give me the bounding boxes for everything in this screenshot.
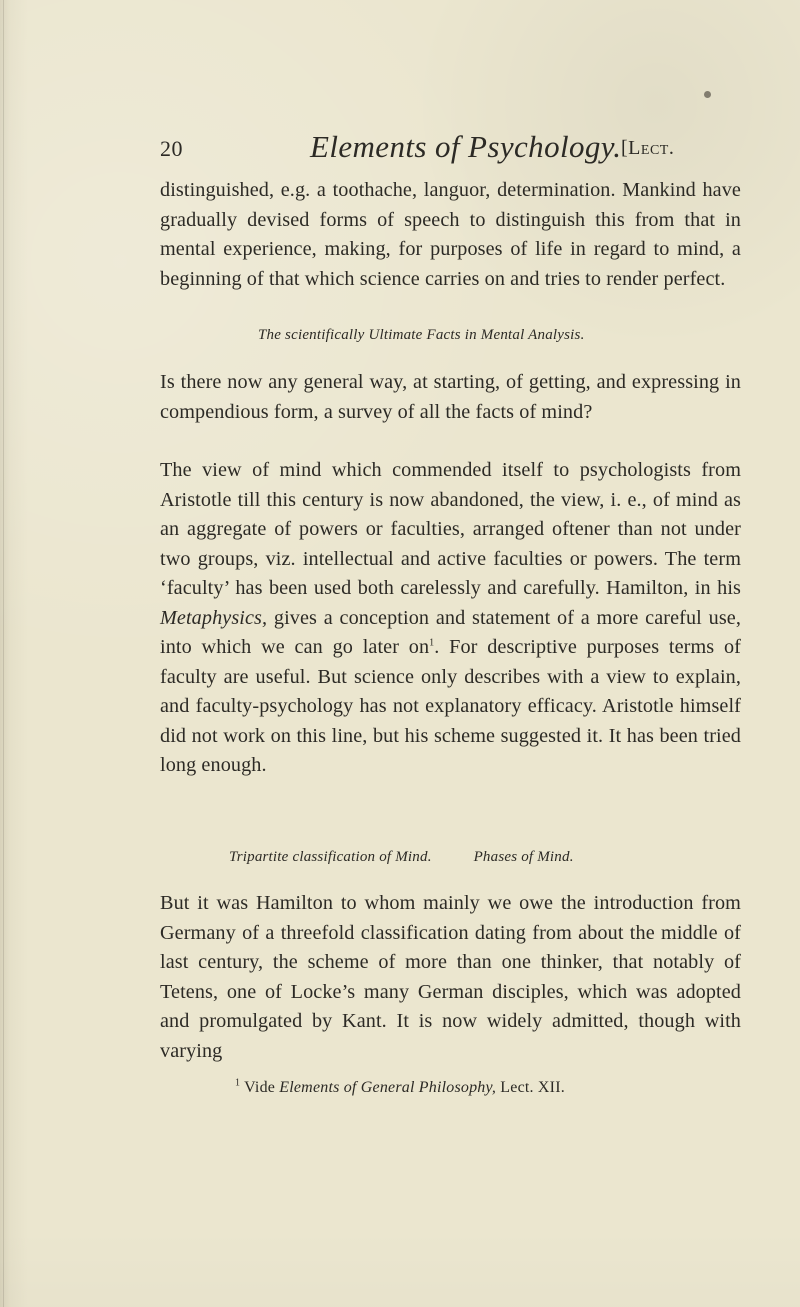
footnote-number: 1 [235, 1077, 241, 1089]
paragraph-1: distinguished, e.g. a toothache, languor, determination. Mankind have gradually devised forms of speech to distinguish this from that in mental experience, making, for purposes of life in regard to mind, a beginning of that which science carries on and tries to render perfect. [160, 179, 741, 290]
section-heading-1: The scientifically Ultimate Facts in Mental Analysis. [258, 327, 585, 343]
ink-mark [704, 91, 711, 98]
footnote-suffix: Lect. XII. [496, 1079, 565, 1096]
footnote-title: Elements of General Philosophy, [279, 1079, 497, 1096]
paragraph-3-italic-title: Metaphysics, [160, 606, 268, 629]
paragraph-3-text-c: . For descriptive purposes terms of faculty are useful. But science only describes with a view to explain, and faculty-psychology has not explanatory efficacy. Aristotle himself did not work on this line, but his scheme suggested it. It has been tried long enough. [160, 636, 741, 776]
running-title: Elements of Psychology. [310, 129, 622, 164]
page-number: 20 [160, 136, 183, 161]
paragraph-3 [160, 456, 741, 781]
section-heading-2 [229, 849, 574, 866]
page-bottom-shadow [0, 1227, 800, 1307]
footnote-prefix: Vide [244, 1079, 280, 1096]
footnote [235, 1079, 565, 1097]
paragraph-3-text-b: gives a conception and statement of a more careful use, into which we can go later on [160, 606, 741, 658]
section-mark-text: Lect. [628, 137, 675, 159]
paragraph-2: Is there now any general way, at starting, of getting, and expressing in compendious form, a survey of all the facts of mind? [160, 371, 741, 423]
section-heading-2-left: Tripartite classification of Mind. [229, 849, 432, 865]
paragraph-3-text-a: The view of mind which commended itself to psychologists from Aristotle till this century is now abandoned, the view, i. e., of mind as an aggregate of powers or faculties, arranged oftener than not under two groups, viz. intellectual and active faculties or powers. The term ‘faculty’ has been used both carelessly and carefully. Hamilton, in his [160, 459, 741, 599]
footnote-reference: 1 [429, 637, 435, 649]
paragraph-4: But it was Hamilton to whom mainly we owe the introduction from Germany of a threefold classification dating from about the middle of last century, the scheme of more than one thinker, that notably of Tetens, one of Locke’s many German disciples, which was adopted and promulgated by Kant. It is now widely admitted, though with varying [160, 892, 741, 1062]
section-heading-2-right: Phases of Mind. [473, 849, 574, 865]
section-mark-bracket: [ [621, 137, 629, 159]
page-header [160, 129, 740, 169]
section-mark [621, 137, 674, 160]
